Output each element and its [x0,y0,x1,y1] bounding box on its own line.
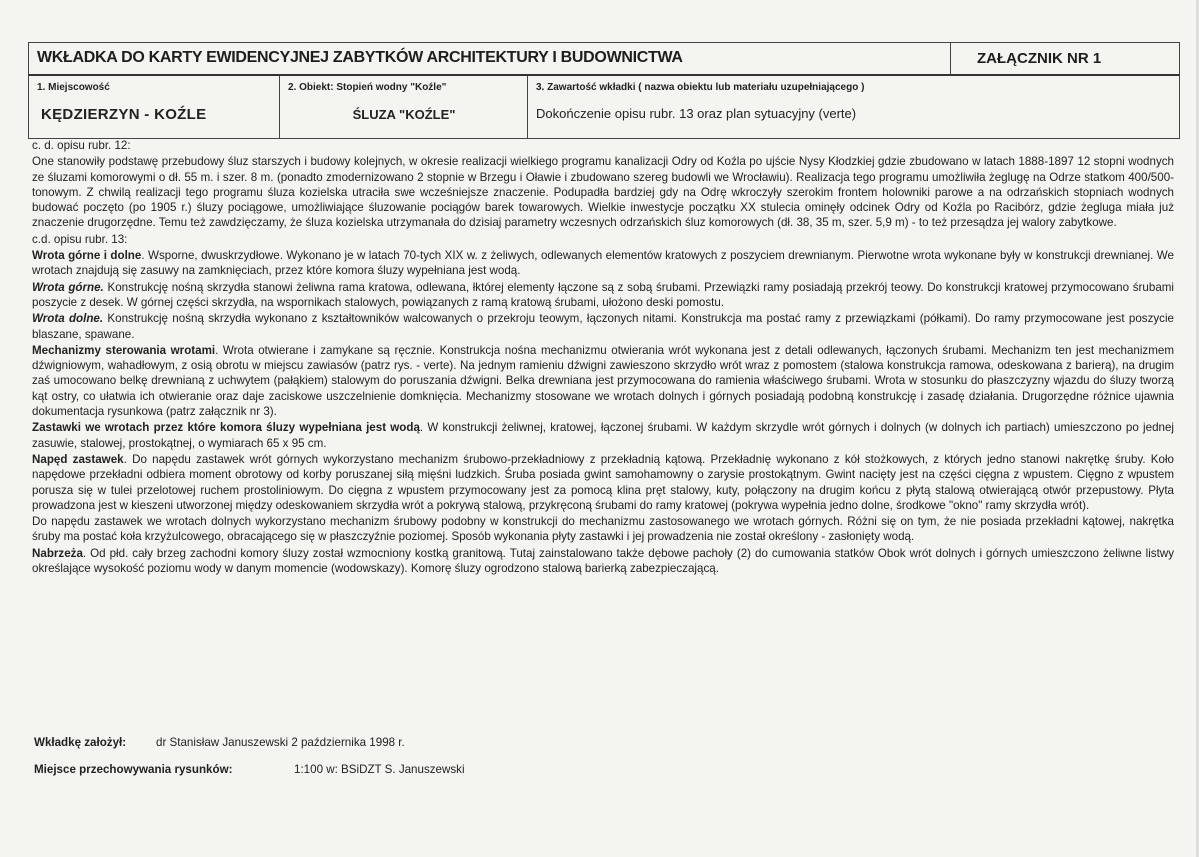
paragraph-text: . W konstrukcji żeliwnej, kratowej, łączonej śrubami. W każdym skrzydle wrót górnych i dolnych (w dolnych ich partiach) umieszczono po jednej zasuwie, stalowej, prostokątnej, o wymiarach 65 x 95 cm. [32,421,1174,450]
paragraph-title: Zastawki we wrotach przez które komora śluzy wypełniana jest wodą [32,421,420,435]
author-value: dr Stanisław Januszewski 2 października 1998 r. [156,736,405,749]
storage-value: 1:100 w: BSiDZT S. Januszewski [294,763,465,776]
object-value: ŚLUZA "KOŹLE" [352,107,456,122]
record-card-insert [28,42,1180,832]
storage-line [34,763,465,776]
object-field [279,76,528,138]
paragraph-gate-mechanisms [28,343,1178,419]
locality-value: KĘDZIERZYN - KOŹLE [41,106,207,123]
paragraph-text: . Od płd. cały brzeg zachodni komory śluzy został wzmocniony kostką granitową. Tutaj zainstalowano także dębowe pachoły (2) do cumowania statków Obok wrót dolnych i górnych umieszczono żeliwne listwy określające wysokość poziomu wody w danym momencie (wodowskazy). Komorę śluzy ogrodzono stalową barierką zabezpieczającą. [32,546,1174,576]
contents-label: 3. Zawartość wkładki ( nazwa obiektu lub materiału uzupełniającego ) [536,82,865,93]
author-line [34,736,405,749]
section-heading-12: c. d. opisu rubr. 12: [32,139,131,152]
storage-label: Miejsce przechowywania rysunków: [34,763,233,776]
paragraph-title: Nabrzeża [32,546,83,560]
document-title: WKŁADKA DO KARTY EWIDENCYJNEJ ZABYTKÓW ARCHITEKTURY I BUDOWNICTWA [37,49,683,66]
paragraph-valve-drive [28,452,1178,513]
paragraph-title: Napęd zastawek [32,452,124,466]
paragraph-title: Mechanizmy sterowania wrotami [32,343,216,357]
header-row [28,42,1180,75]
fields-row [28,74,1180,139]
paragraph-text: . Do napędu zastawek wrót górnych wykorzystano mechanizm śrubowo-przekładniowy z przekładnią kątową. Przekładnię wykonano z kół stożkowych, z których jedno stanowi nakrętkę śruby. Koło napędowe przekładni odbiera moment obrotowy od korby poruszanej siłą mięśni ludzkich. Śruba posiada gwint samohamowny o zarysie prostokątnym. Gwint nacięty jest na części cięgna z wpustem. Cięgno z wpustem porusza się w tulei przelotowej ruchem prostoliniowym. Do cięgna z wpustem przymocowany jest za pomocą klina pręt stalowy, kuty, połączony na drugim końcu z płytą stalową otwierającą otwór przepustowy. Płyta prowadzona jest w kieszeni utworzonej między odeskowaniem skrzydła wrót a pokrywą stalową, przykręconą śrubami do ramy kratowej (pokrywa wypełnia jedno dolne, środkowe "okno" ramy skrzydła wrót). [32,452,1174,512]
paragraph-text: Konstrukcję nośną skrzydła wykonano z kształtowników walcowanych o przekroju teowym, łączonych nitami. Konstrukcja ma postać ramy z przewiązkami (półkami). Do ramy przymocowane jest poszycie blaszane, spawane. [32,312,1174,341]
paragraph-title: Wrota górne. [32,280,104,294]
locality-field [29,76,279,138]
paragraph-text: Konstrukcję nośną skrzydła stanowi żeliwna rama kratowa, odlewana, łktórej elementy łączone są z sobą śrubami. Przewiązki ramy posiadają przekrój teowy. Do konstrukcji kratowej przymocowano śrubami poszycie z desek. W górnej części skrzydła, na wspornikach stalowych, powiązanych z ramą kratową śrubami, ułożono deski pomostu. [32,280,1174,309]
locality-label: 1. Miejscowość [37,82,110,93]
paragraph-text: . Wsporne, dwuskrzydłowe. Wykonano je w latach 70-tych XIX w. z żeliwych, odlewanych elementów kratowych z poszyciem drewnianym. Pierwotne wrota wykonane były w konstrukcji drewnianej. We wrotach znajdują się zasuwy na zamknięciach, przez które komora śluzy wypełniana jest wodą. [32,249,1174,278]
contents-value: Dokończenie opisu rubr. 13 oraz plan sytuacyjny (verte) [536,106,857,121]
paragraph-lower-valve-drive: Do napędu zastawek we wrotach dolnych wykorzystano mechanizm śrubowy podobny w konstrukcji do mechanizmu zastosowanego we wrotach górnych. Różni się on tym, że nie posiada przekładni kątowej, nakrętka śruby ma postać koła krzyżulcowego, obracającego się w płaszczyźnie poziomej. Sposób wykonania płyty zastawki i jej prowadzenia nie został określony - zasłonięty wodą. [32,515,1174,544]
paragraph-lower-gates [28,311,1178,342]
paragraph-gates [28,248,1178,279]
attachment-cell [950,43,1179,75]
paragraph-text: . Wrota otwierane i zamykane są ręcznie. Konstrukcja nośna mechanizmu otwierania wrót wykonana jest z detali odlewanych, łączonych śrubami. Mechanizm ten jest mechanizmem dźwigniowym, wahadłowym, z osią obrotu w miejscu zawiasów (patrz rys. - verte). Na jednym ramieniu dźwigni zawieszono skrzydło wrót wraz z pomostem (stalowa konstrukcja ramowa, odeskowana z barierą), na drugim zaś umocowano belkę drewnianą z uchwytem (pałąkiem) stalowym do poruszania dźwigni. Belka drewniana jest przymocowana do ramienia właściwego śrubami. Wrota w stosunku do płaszczyzny wjazdu do śluzy tworzą kąt ostry, co ułatwia ich otwieranie oraz daje zaciskowe uszczelnienie domknięcia. Mechanizmy stosowane we wrotach dolnych i górnych posiadają podobną konstrukcję i zasadę działania. Drugorzędne różnice ujawnia dokumentacja rysunkowa (patrz załącznik nr 3). [32,343,1174,419]
paragraph-sluice-valves [28,420,1178,451]
description-body [28,138,1178,577]
contents-field [527,76,1180,138]
object-label: 2. Obiekt: Stopień wodny "Koźle" [288,82,447,93]
paragraph-upper-gates [28,280,1178,311]
paragraph-rubr-12: One stanowiły podstawę przebudowy śluz starszych i budowy kolejnych, w okresie realizacji wielkiego programu kanalizacji Odry od Koźla po ujście Nysy Kłodzkiej gdzie zbudowano w latach 1888-1897 12 stopni wodnych ze śluzami komorowymi o dł. 55 m. i szer. 8 m. (ponadto zmodernizowano 2 stopnie w Brzegu i Oławie i zbudowano szereg budowli we Wrocławiu). Realizacja tego programu umożliwiła żeglugę na Odrze statkom 400/500-tonowym. Z chwilą realizacji tego programu śluza kozielska utraciła swe wcześniejsze znaczenie. Podupadła bardziej gdy na Odrę wkroczyły szerokim frontem holowniki parowe a na odrzańskich stopniach wodnych budować poczęto (po 1905 r.) śluzy pociągowe, umożliwiające śluzowanie pociągów barek towarowych. Wielkie inwestycje początku XX stulecia ominęły odcinek Odry od Koźla po Racibórz, gdzie żegluga miała już znaczenie drugorzędne. Temu też zawdzięczamy, że śluza kozielska utrzymanała do dzisiaj parametry wczesnych odrzańskich śluz komorowych (dł. 38, 35 m, szer. 5,9 m) - to też przesądza jej walory zabytkowe. [32,155,1174,230]
attachment-number: ZAŁĄCZNIK NR 1 [977,50,1102,67]
paragraph-title: Wrota górne i dolne [32,249,142,263]
section-heading-13: c.d. opisu rubr. 13: [32,232,128,246]
author-label: Wkładkę założył: [34,736,127,749]
paragraph-title: Wrota dolne. [32,312,104,326]
paragraph-embankments [28,546,1178,577]
